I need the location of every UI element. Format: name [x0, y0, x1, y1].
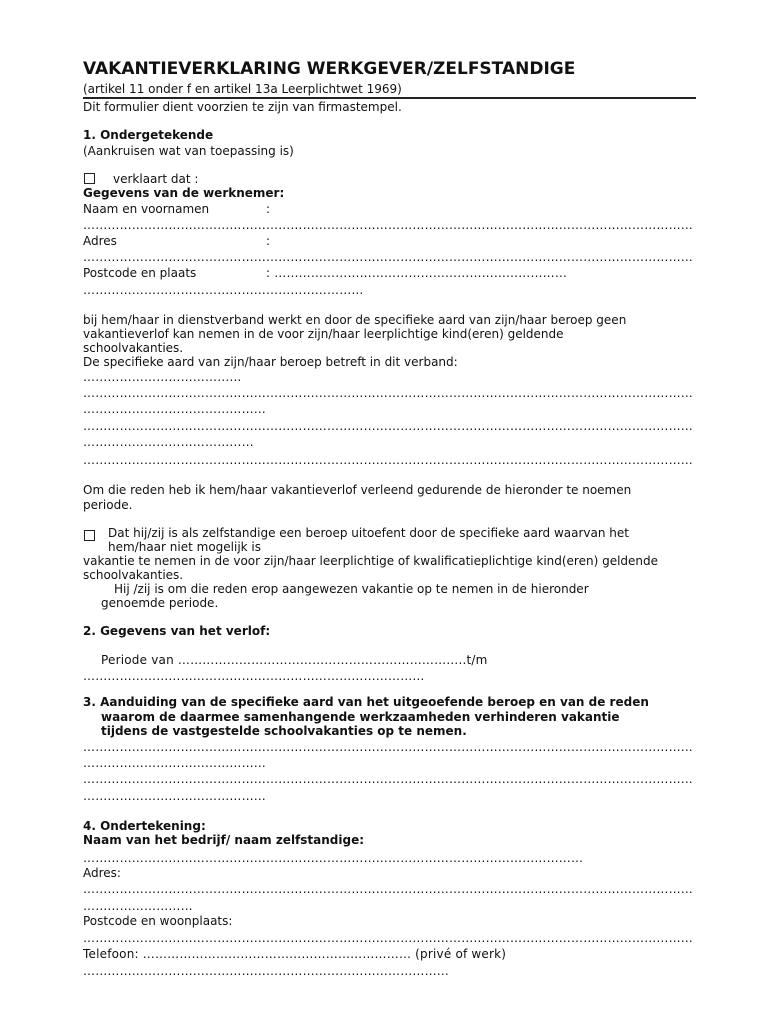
option2-line1: Dat hij/zij is als zelfstandige een beroep uitoefent door de specifieke aard waarvan het: [108, 526, 629, 540]
stamp-note: Dit formulier dient voorzien te zijn van firmastempel.: [83, 100, 402, 114]
option2-line5: Hij /zij is om die reden erop aangewezen vakantie op te nemen in de hieronder: [114, 582, 589, 596]
address-label: Adres: [83, 234, 117, 248]
section1-instruction: (Aankruisen wat van toepassing is): [83, 144, 294, 158]
name-label: Naam en voornamen: [83, 202, 210, 216]
form-subtitle: (artikel 11 onder f en artikel 13a Leerplichtwet 1969): [83, 82, 402, 96]
profession-nature-field-5[interactable]: ……………………………………: [83, 435, 254, 449]
title-divider: [83, 97, 696, 99]
option1-label: verklaart dat :: [113, 172, 199, 186]
postcode-label: Postcode en plaats: [83, 266, 197, 280]
section2-heading: 2. Gegevens van het verlof:: [83, 624, 271, 638]
section4-heading: 4. Ondertekening:: [83, 819, 206, 833]
profession-nature-field-4[interactable]: ……………………………………………………………………………………………………………………………………: [83, 419, 693, 433]
phone-field[interactable]: Telefoon: ………………………………………………………… (privé of werk): [83, 947, 507, 961]
company-name-field[interactable]: ……………………………………………………………………………………………………………: [83, 851, 584, 865]
phone-field-continued[interactable]: ………………………………………………………………………………: [83, 964, 449, 978]
option2-line4: schoolvakanties.: [83, 568, 184, 582]
option2-line2: hem/haar niet mogelijk is: [108, 540, 262, 554]
employment-text-line1: bij hem/haar in dienstverband werkt en door de specifieke aard van zijn/haar beroep geen: [83, 313, 627, 327]
employment-text-line2: vakantieverlof kan nemen in de voor zijn/haar leerplichtige kind(eren) geldende: [83, 327, 564, 341]
employment-text-line3: schoolvakanties.: [83, 341, 184, 355]
name-field[interactable]: ……………………………………………………………………………………………………………………………………: [83, 218, 693, 232]
section3-field-2[interactable]: ………………………………………: [83, 756, 266, 770]
address-colon: :: [266, 234, 271, 248]
section3-heading-line1: 3. Aanduiding van de specifieke aard van het uitgeoefende beroep en van de reden: [83, 695, 649, 709]
company-address-field-1[interactable]: ……………………………………………………………………………………………………………………………………: [83, 882, 693, 896]
profession-nature-field-3[interactable]: ………………………………………: [83, 402, 266, 416]
postcode-field[interactable]: : ………………………………………………………………: [266, 266, 568, 280]
section1-heading: 1. Ondergetekende: [83, 128, 214, 142]
option2-line6: genoemde periode.: [101, 596, 219, 610]
employer-checkbox[interactable]: [84, 173, 95, 184]
company-postcode-label: Postcode en woonplaats:: [83, 914, 233, 928]
company-address-field-2[interactable]: ………………………: [83, 899, 193, 913]
self-employed-checkbox[interactable]: [84, 530, 95, 541]
name-colon: :: [266, 202, 271, 216]
reason-text-line2: periode.: [83, 498, 133, 512]
company-name-heading: Naam van het bedrijf/ naam zelfstandige:: [83, 833, 365, 847]
reason-text-line1: Om die reden heb ik hem/haar vakantieverlof verleend gedurende de hieronder te noemen: [83, 483, 632, 497]
profession-nature-field-6[interactable]: ……………………………………………………………………………………………………………………………………: [83, 453, 693, 467]
profession-nature-field-1[interactable]: …………………………………: [83, 370, 242, 384]
company-address-label: Adres:: [83, 866, 121, 880]
form-title: VAKANTIEVERKLARING WERKGEVER/ZELFSTANDIGE: [83, 59, 576, 79]
section3-heading-line3: tijdens de vastgestelde schoolvakanties op te nemen.: [101, 724, 467, 738]
section3-field-1[interactable]: ……………………………………………………………………………………………………………………………………: [83, 740, 693, 754]
section3-field-3[interactable]: ……………………………………………………………………………………………………………………………………: [83, 772, 693, 786]
section3-heading-line2: waarom de daarmee samenhangende werkzaamheden verhinderen vakantie: [101, 710, 620, 724]
option2-line3: vakantie te nemen in de voor zijn/haar leerplichtige of kwalificatieplichtige kind(eren) geldende: [83, 554, 659, 568]
company-postcode-field[interactable]: ……………………………………………………………………………………………………………………………………: [83, 931, 693, 945]
section3-field-4[interactable]: ………………………………………: [83, 789, 266, 803]
profession-nature-label: De specifieke aard van zijn/haar beroep betreft in dit verband:: [83, 355, 458, 369]
postcode-field-continued[interactable]: ……………………………………………………………: [83, 283, 364, 297]
employee-heading: Gegevens van de werknemer:: [83, 186, 285, 200]
address-field[interactable]: ……………………………………………………………………………………………………………………………………: [83, 250, 693, 264]
period-end-field[interactable]: …………………………………………………………………………: [83, 669, 425, 683]
profession-nature-field-2[interactable]: ……………………………………………………………………………………………………………………………………: [83, 386, 693, 400]
period-field[interactable]: Periode van ……………………………………………………………..t/m: [101, 653, 488, 667]
